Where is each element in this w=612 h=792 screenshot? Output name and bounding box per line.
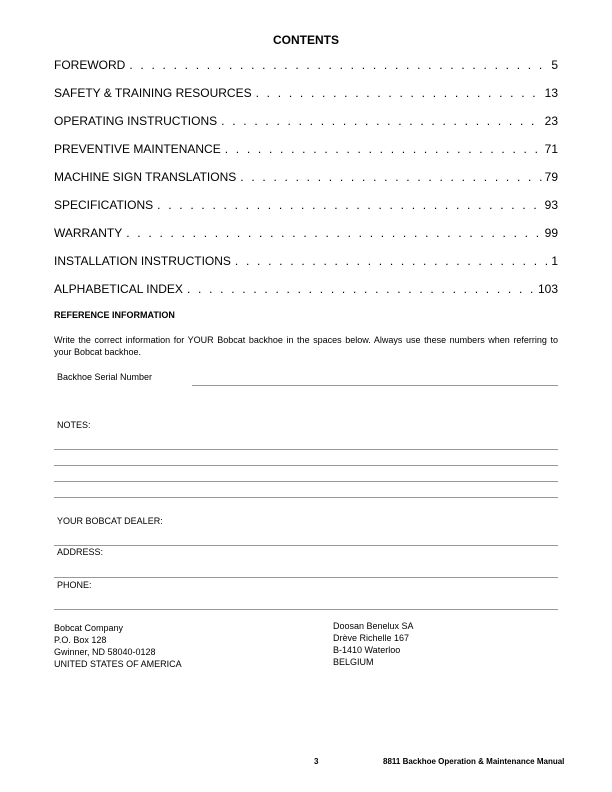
serial-number-label: Backhoe Serial Number — [57, 372, 153, 382]
address-line-text: P.O. Box 128 — [54, 635, 107, 645]
toc-entry-specifications[interactable] — [54, 198, 558, 226]
toc-entry-page: 1 — [551, 254, 558, 268]
address-line-text: Doosan Benelux SA — [333, 621, 414, 631]
notes-label: NOTES: — [57, 420, 91, 430]
toc-entry-label: INSTALLATION INSTRUCTIONS — [54, 254, 231, 268]
toc-dot-leader — [225, 142, 543, 156]
toc-entry-safety[interactable] — [54, 86, 558, 114]
toc-entry-warranty[interactable] — [54, 226, 558, 254]
toc-entry-index[interactable] — [54, 282, 558, 310]
address-block-us — [54, 622, 182, 670]
serial-number-line[interactable] — [192, 385, 558, 386]
toc-entry-foreword[interactable] — [54, 58, 558, 86]
notes-line[interactable] — [54, 465, 558, 466]
dealer-line[interactable] — [54, 545, 558, 546]
toc-dot-leader — [187, 282, 536, 296]
toc-dot-leader — [221, 114, 543, 128]
toc-dot-leader — [129, 58, 549, 72]
toc-dot-leader — [240, 170, 542, 184]
address-line-text: B-1410 Waterloo — [333, 645, 401, 655]
dealer-label: YOUR BOBCAT DEALER: — [57, 516, 163, 526]
toc-entry-label: WARRANTY — [54, 226, 123, 240]
address-block-eu — [333, 620, 414, 668]
toc-entry-label: SAFETY & TRAINING RESOURCES — [54, 86, 252, 100]
toc-entry-label: OPERATING INSTRUCTIONS — [54, 114, 218, 128]
notes-line[interactable] — [54, 449, 558, 450]
toc-entry-page: 5 — [551, 58, 558, 72]
notes-line[interactable] — [54, 481, 558, 482]
address-line-text: BELGIUM — [333, 657, 374, 667]
address-line-text: Gwinner, ND 58040-0128 — [54, 647, 156, 657]
toc-entry-installation[interactable] — [54, 254, 558, 282]
toc-entry-label: MACHINE SIGN TRANSLATIONS — [54, 170, 237, 184]
address-line[interactable] — [54, 577, 558, 578]
reference-heading: REFERENCE INFORMATION — [54, 310, 175, 320]
toc-entry-label: PREVENTIVE MAINTENANCE — [54, 142, 221, 156]
toc-entry-page: 23 — [544, 114, 558, 128]
toc-entry-page: 103 — [537, 282, 558, 296]
address-line-text: Drève Richelle 167 — [333, 633, 410, 643]
table-of-contents — [54, 58, 558, 310]
toc-entry-page: 99 — [544, 226, 558, 240]
notes-line[interactable] — [54, 497, 558, 498]
toc-entry-sign-translations[interactable] — [54, 170, 558, 198]
phone-label: PHONE: — [57, 580, 92, 590]
toc-entry-page: 93 — [544, 198, 558, 212]
toc-dot-leader — [256, 86, 543, 100]
toc-entry-label: ALPHABETICAL INDEX — [54, 282, 183, 296]
address-line-text: Bobcat Company — [54, 623, 124, 633]
toc-entry-maintenance[interactable] — [54, 142, 558, 170]
footer-manual-title: 8811 Backhoe Operation & Maintenance Manual — [383, 757, 565, 766]
toc-entry-label: SPECIFICATIONS — [54, 198, 154, 212]
address-label: ADDRESS: — [57, 547, 104, 557]
toc-dot-leader — [126, 226, 542, 240]
toc-entry-page: 79 — [544, 170, 558, 184]
reference-instructions: Write the correct information for YOUR Bobcat backhoe in the spaces below. Always use these numbers when referring to your Bobcat backhoe. — [54, 335, 558, 357]
toc-entry-page: 71 — [544, 142, 558, 156]
toc-entry-operating[interactable] — [54, 114, 558, 142]
footer-page-number: 3 — [314, 757, 319, 766]
toc-dot-leader — [157, 198, 543, 212]
address-line-text: UNITED STATES OF AMERICA — [54, 659, 182, 669]
page-title: CONTENTS — [273, 33, 339, 47]
phone-line[interactable] — [54, 609, 558, 610]
toc-dot-leader — [235, 254, 549, 268]
toc-entry-label: FOREWORD — [54, 58, 126, 72]
toc-entry-page: 13 — [544, 86, 558, 100]
